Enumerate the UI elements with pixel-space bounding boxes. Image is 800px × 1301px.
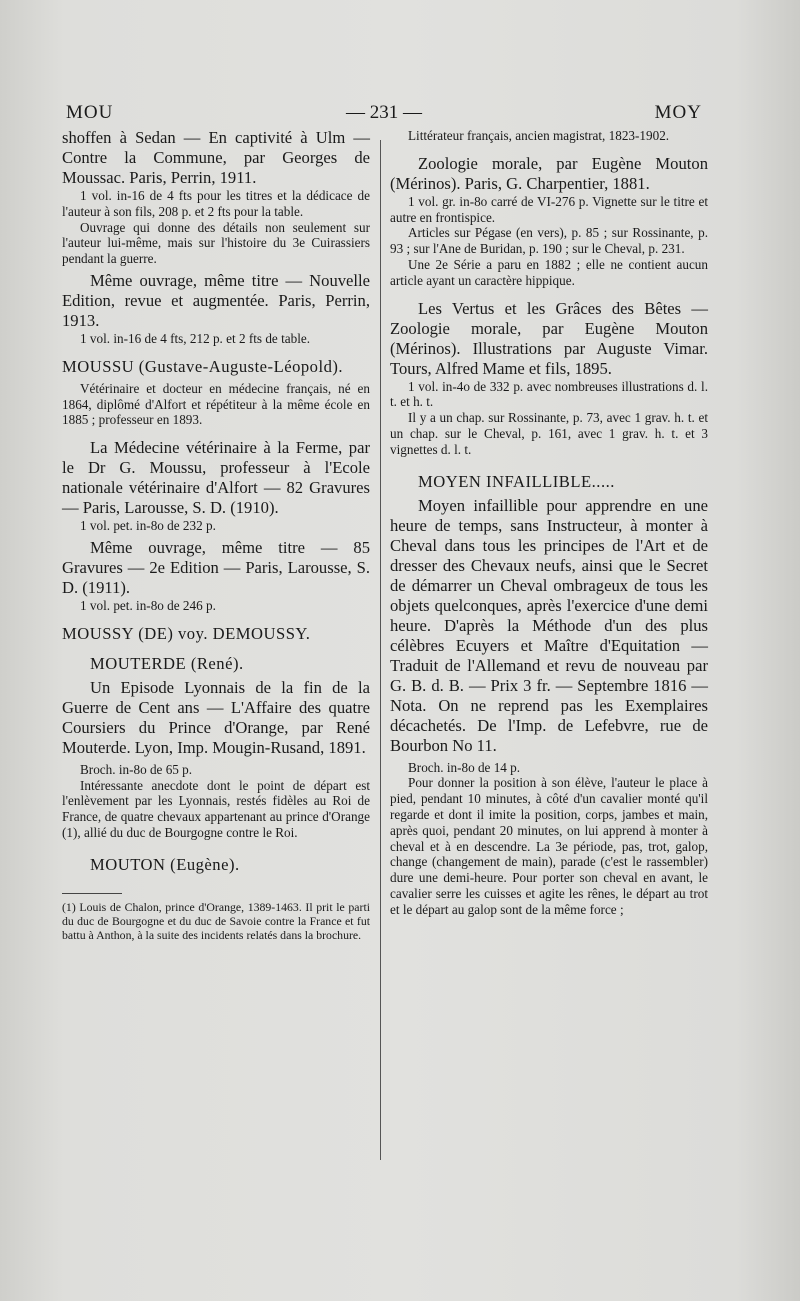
entry-collation: 1 vol. pet. in-8o de 232 p.	[80, 518, 216, 534]
entry-collation: 1 vol. in-16 de 4 fts, 212 p. et 2 fts de table.	[80, 330, 311, 346]
left-column	[62, 128, 370, 942]
entry-collation: 1 vol. in-16 de 4 fts pour les titres et la dédicace de l'auteur à son fils, 208 p. et 2 fts pour la table.	[62, 188, 370, 219]
right-column	[390, 128, 708, 918]
author-bio: Vétérinaire et docteur en médecine français, né en 1864, diplômé d'Alfort et répétiteur à la même école en 1885 ; professeur en 1893.	[62, 380, 370, 428]
entry-collation: 1 vol. in-4o de 332 p. avec nombreuses illustrations d. l. t. et h. t.	[390, 378, 708, 410]
author-heading: MOUTERDE (René).	[90, 653, 244, 673]
author-heading: MOUSSY (DE) voy. DEMOUSSY.	[62, 623, 311, 643]
entry-collation: 1 vol. pet. in-8o de 246 p.	[80, 597, 216, 613]
entry-note: Intéressante anecdote dont le point de départ est l'enlèvement par les Lyonnais, restés fidèles au Roi de France, de quatre chevaux appartenant au prince d'Orange (1), allié du duc de Bourgogne contre le Roi.	[62, 777, 370, 840]
entry-note: Ouvrage qui donne des détails non seulement sur l'auteur lui-même, mais sur l'histoire du 3e Cuirassiers pendant la guerre.	[62, 219, 370, 267]
entry-text: shoffen à Sedan — En captivité à Ulm — Contre la Commune, par Georges de Moussac. Paris, Perrin, 1911.	[62, 128, 370, 187]
entry-collation: 1 vol. gr. in-8o carré de VI-276 p. Vignette sur le titre et autre en frontispice.	[390, 193, 708, 225]
author-heading: MOYEN INFAILLIBLE.....	[418, 471, 615, 491]
entry-note: Une 2e Série a paru en 1882 ; elle ne contient aucun article ayant un caractère hippique.	[390, 256, 708, 288]
footnote-rule	[62, 893, 122, 894]
header-left-word: MOU	[66, 102, 114, 123]
entry-note: Articles sur Pégase (en vers), p. 85 ; sur Rossinante, p. 93 ; sur l'Ane de Buridan, p. 190 ; sur le Cheval, p. 231.	[390, 225, 708, 257]
entry-text: Même ouvrage, même titre — 85 Gravures — 2e Edition — Paris, Larousse, S. D. (1911).	[62, 537, 370, 597]
entry-note: Pour donner la position à son élève, l'auteur le place à pied, pendant 10 minutes, à côté d'un cavalier monté qu'il regarde et dont il imite la position, corps, jambes et main, après quoi, pendant 20 minutes, on lui apprend à monter à cheval et à en descendre. La 3e période, pas, trot, galop, change (changement de main), parade (c'est le rassembler) dure une demi-heure. Pour porter son cheval en avant, le cavalier serre les cuisses et agite les rênes, le départ au trot et le départ au galop sont de la même force ;	[390, 775, 708, 917]
entry-collation: Broch. in-8o de 14 p.	[408, 759, 521, 775]
page-number: — 231 —	[346, 102, 422, 123]
footnote: (1) Louis de Chalon, prince d'Orange, 1389-1463. Il prit le parti du duc de Bourgogne et du duc de Savoie contre la France et fut battu à Anthon, à la suite des incidents relatés dans la brochure.	[62, 899, 370, 942]
entry-text: Un Episode Lyonnais de la fin de la Guerre de Cent ans — L'Affaire des quatre Coursiers du Prince d'Orange, par René Mouterde. Lyon, Imp. Mougin-Rusand, 1891.	[62, 677, 370, 757]
author-bio: Littérateur français, ancien magistrat, 1823-1902.	[408, 128, 670, 143]
author-heading: MOUSSU (Gustave-Auguste-Léopold).	[62, 356, 344, 376]
column-divider	[380, 140, 381, 1160]
entry-text: Les Vertus et les Grâces des Bêtes — Zoologie morale, par Eugène Mouton (Mérinos). Illustrations par Auguste Vimar. Tours, Alfred Mame et fils, 1895.	[390, 298, 708, 378]
entry-collation: Broch. in-8o de 65 p.	[80, 761, 193, 777]
header-right-word: MOY	[654, 102, 702, 123]
entry-text: Moyen infaillible pour apprendre en une heure de temps, sans Instructeur, à monter à Cheval dans tous les principes de l'Art et de dresser des Chevaux neufs, ainsi que le Secret de démarrer un Cheval ombrageux de tous les objets quelconques, après l'exercice d'une demi heure. D'après la Méthode d'un des plus célèbres Ecuyers et Maître d'Equitation — Traduit de l'Allemand et revu de nouveau par G. B. d. B. — Prix 3 fr. — Septembre 1816 — Nota. On ne reprend pas les Exemplaires décachetés. De l'Imp. de Lefebvre, rue de Bourbon No 11.	[390, 495, 708, 755]
entry-text: La Médecine vétérinaire à la Ferme, par le Dr G. Moussu, professeur à l'Ecole nationale vétérinaire d'Alfort — 82 Gravures — Paris, Larousse, S. D. (1910).	[62, 438, 370, 518]
entry-note: Il y a un chap. sur Rossinante, p. 73, avec 1 grav. h. t. et un chap. sur le Cheval, p. 161, avec 1 grav. h. t. et 3 vignettes d. l. t.	[390, 410, 708, 457]
entry-text: Zoologie morale, par Eugène Mouton (Mérinos). Paris, G. Charpentier, 1881.	[390, 153, 708, 193]
entry-text: Même ouvrage, même titre — Nouvelle Edition, revue et augmentée. Paris, Perrin, 1913.	[62, 270, 370, 330]
author-heading: MOUTON (Eugène).	[90, 854, 240, 874]
